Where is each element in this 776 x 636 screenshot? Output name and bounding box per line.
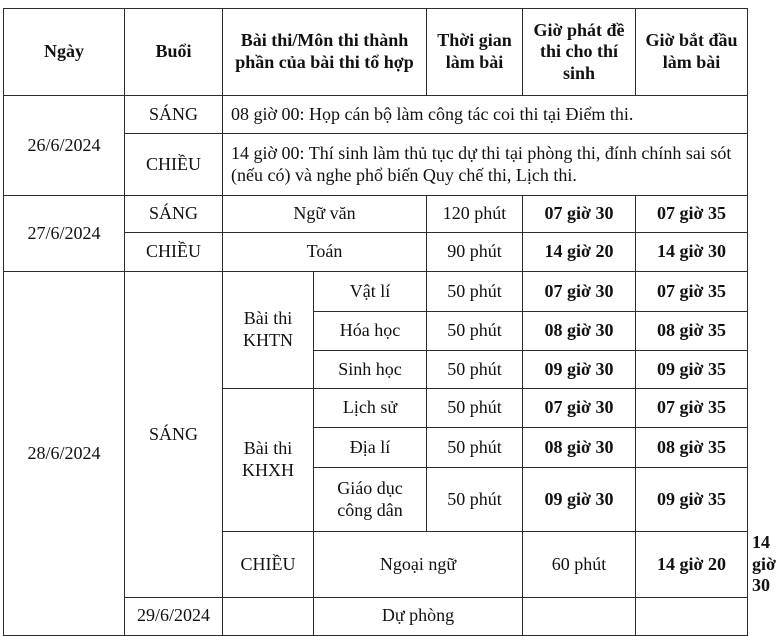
table-row (4, 96, 748, 134)
distribute-time-cell: 08 giờ 30 (523, 428, 636, 468)
exam-schedule-table (3, 8, 776, 636)
date-cell: 28/6/2024 (4, 272, 125, 636)
distribute-time-cell: 07 giờ 30 (523, 272, 636, 312)
header-duration: Thời gian làm bài (427, 9, 523, 96)
subject-cell: Ngữ văn (223, 196, 427, 233)
duration-cell: 50 phút (427, 272, 523, 312)
start-time-cell: 08 giờ 35 (636, 428, 748, 468)
subject-cell: Giáo dục công dân (314, 468, 427, 532)
header-row (4, 9, 748, 96)
note-cell: 08 giờ 00: Họp cán bộ làm công tác coi thi tại Điểm thi. (223, 96, 748, 134)
session-cell: SÁNG (125, 96, 223, 134)
start-time-cell: 07 giờ 35 (636, 389, 748, 428)
duration-cell: 90 phút (427, 233, 523, 272)
table-row (4, 272, 748, 312)
distribute-time-cell: 07 giờ 30 (523, 196, 636, 233)
start-time-cell: 09 giờ 35 (636, 351, 748, 389)
duration-cell (523, 597, 636, 635)
start-time-cell: 09 giờ 35 (636, 468, 748, 532)
session-cell: SÁNG (125, 196, 223, 233)
session-cell (223, 597, 314, 635)
duration-cell: 50 phút (427, 351, 523, 389)
subject-cell: Sinh học (314, 351, 427, 389)
table-row: CHIỀU Ngoại ngữ 60 phút 14 giờ 20 14 giờ 30 (4, 532, 748, 598)
distribute-time-cell: 07 giờ 30 (523, 389, 636, 428)
header-distribute-time: Giờ phát đề thi cho thí sinh (523, 9, 636, 96)
header-date: Ngày (4, 9, 125, 96)
distribute-time-cell: 09 giờ 30 (523, 351, 636, 389)
session-cell: CHIỀU (125, 134, 223, 196)
date-cell: 29/6/2024 (125, 597, 223, 635)
group-cell-khxh: Bài thi KHXH (223, 389, 314, 532)
subject-cell: Dự phòng (314, 597, 523, 635)
group-cell-khtn: Bài thi KHTN (223, 272, 314, 389)
subject-cell: Lịch sử (314, 389, 427, 428)
table-row (4, 196, 748, 233)
distribute-time-cell: 09 giờ 30 (523, 468, 636, 532)
header-session: Buổi (125, 9, 223, 96)
duration-cell: 50 phút (427, 428, 523, 468)
duration-cell: 50 phút (427, 389, 523, 428)
start-time-cell: 14 giờ 30 (636, 233, 748, 272)
subject-cell: Địa lí (314, 428, 427, 468)
duration-cell: 50 phút (427, 312, 523, 351)
start-time-cell: 08 giờ 35 (636, 312, 748, 351)
date-cell: 26/6/2024 (4, 96, 125, 196)
duration-cell: 120 phút (427, 196, 523, 233)
start-time-cell: 07 giờ 35 (636, 272, 748, 312)
session-cell: CHIỀU (125, 233, 223, 272)
distribute-time-cell: 14 giờ 20 (636, 532, 748, 598)
subject-cell: Vật lí (314, 272, 427, 312)
duration-cell: 50 phút (427, 468, 523, 532)
header-subject: Bài thi/Môn thi thành phần của bài thi tổ hợp (223, 9, 427, 96)
note-cell: 14 giờ 00: Thí sinh làm thủ tục dự thi tại phòng thi, đính chính sai sót (nếu có) và nghe phổ biến Quy chế thi, Lịch thi. (223, 134, 748, 196)
subject-cell: Hóa học (314, 312, 427, 351)
subject-cell: Toán (223, 233, 427, 272)
duration-cell: 60 phút (523, 532, 636, 598)
distribute-time-cell: 08 giờ 30 (523, 312, 636, 351)
start-time-cell: 07 giờ 35 (636, 196, 748, 233)
subject-cell: Ngoại ngữ (314, 532, 523, 598)
session-cell: SÁNG (125, 272, 223, 598)
distribute-time-cell: 14 giờ 20 (523, 233, 636, 272)
session-cell: CHIỀU (223, 532, 314, 598)
distribute-time-cell (636, 597, 748, 635)
date-cell: 27/6/2024 (4, 196, 125, 272)
header-start-time: Giờ bắt đầu làm bài (636, 9, 748, 96)
